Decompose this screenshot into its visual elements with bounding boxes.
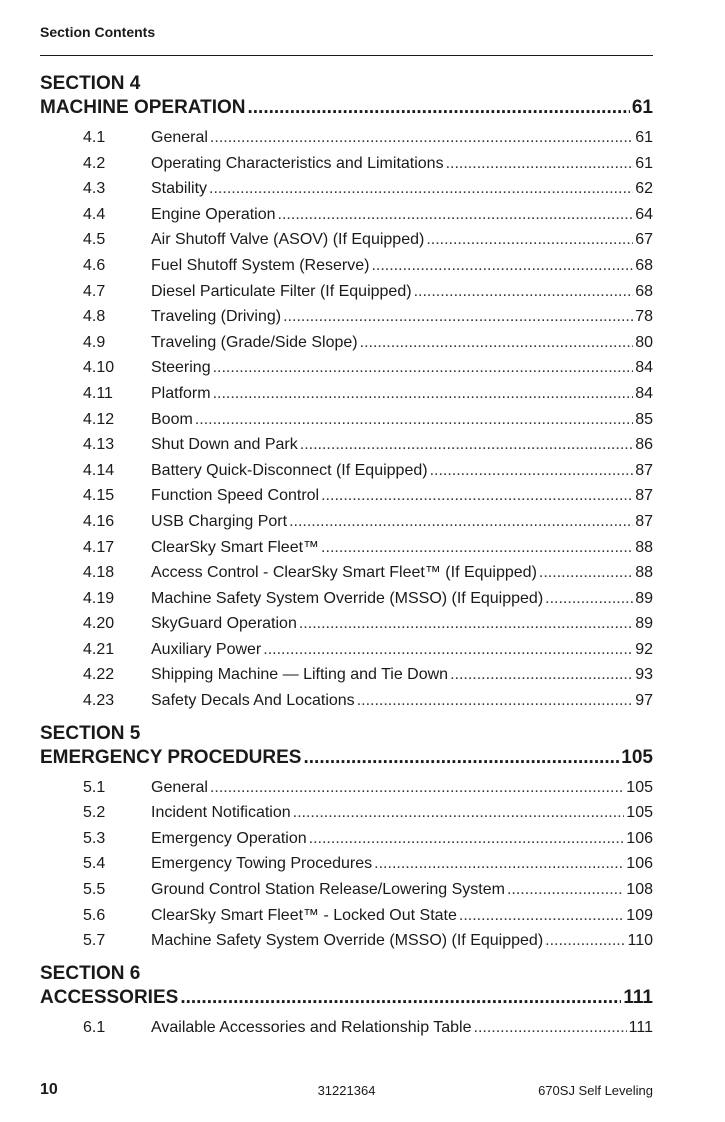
entry-title: Platform [151, 384, 211, 402]
entry-number: 4.7 [83, 282, 106, 300]
entry-title: ClearSky Smart Fleet™ [151, 538, 320, 556]
entry-number: 4.9 [83, 333, 106, 351]
entry-title: Diesel Particulate Filter (If Equipped) [151, 282, 412, 300]
entry-number: 4.8 [83, 308, 106, 326]
dot-leader [213, 355, 634, 381]
entry-title: Emergency Towing Procedures [151, 855, 373, 873]
dot-leader [446, 151, 634, 177]
entry-title: Stability [151, 180, 208, 198]
dot-leader [357, 688, 634, 714]
toc-entry[interactable] [40, 1015, 653, 1041]
dot-leader [374, 851, 624, 877]
toc-section [40, 722, 653, 954]
entry-page: 106 [626, 829, 653, 847]
entry-page: 108 [626, 881, 653, 899]
section-page: 105 [621, 746, 653, 768]
toc-entry[interactable] [40, 637, 653, 663]
entry-page: 89 [635, 589, 653, 607]
entry-page: 85 [635, 410, 653, 428]
entry-page: 111 [628, 1018, 653, 1036]
entry-page: 105 [626, 778, 653, 796]
dot-leader [430, 458, 634, 484]
dot-leader [360, 330, 634, 356]
footer-model-name: 670SJ Self Leveling [538, 1083, 653, 1098]
toc-entry[interactable] [40, 458, 653, 484]
dot-leader [309, 826, 625, 852]
section-title-row[interactable] [40, 986, 653, 1010]
entry-title: Shut Down and Park [151, 436, 298, 454]
dot-leader [545, 586, 633, 612]
entry-page: 61 [635, 154, 653, 172]
section-page: 61 [631, 97, 653, 118]
entry-number: 4.4 [83, 205, 106, 223]
entry-number: 4.14 [83, 461, 115, 479]
entry-number: 4.6 [83, 256, 106, 274]
toc-entry[interactable] [40, 688, 653, 714]
toc-entry[interactable] [40, 253, 653, 279]
dot-leader [507, 877, 624, 903]
entry-title: Access Control - ClearSky Smart Fleet™ (If Equipped) [151, 564, 537, 582]
toc-entry[interactable] [40, 202, 653, 228]
dot-leader [321, 535, 633, 561]
dot-leader [371, 253, 633, 279]
toc-entry[interactable] [40, 151, 653, 177]
dot-leader [278, 202, 634, 228]
dot-leader [293, 800, 625, 826]
entry-page: 93 [635, 666, 653, 684]
section-title-row[interactable] [40, 96, 653, 120]
entry-page: 64 [635, 205, 653, 223]
dot-leader [414, 279, 634, 305]
entry-number: 4.1 [83, 129, 106, 146]
toc-entry[interactable] [40, 586, 653, 612]
toc-entry[interactable] [40, 355, 653, 381]
entry-page: 84 [635, 384, 653, 402]
entry-page: 92 [635, 640, 653, 658]
entry-title: Steering [151, 359, 211, 377]
dot-leader [321, 483, 633, 509]
toc-entry[interactable] [40, 227, 653, 253]
toc-section [40, 72, 653, 714]
dot-leader [545, 928, 625, 954]
dot-leader [300, 432, 633, 458]
toc-entry[interactable] [40, 304, 653, 330]
toc-entry[interactable] [40, 407, 653, 433]
entry-number: 4.21 [83, 640, 115, 658]
entry-title: Boom [151, 410, 193, 428]
dot-leader [209, 176, 633, 202]
dot-leader [539, 560, 633, 586]
entry-title: Safety Decals And Locations [151, 692, 355, 710]
entry-number: 4.2 [83, 154, 106, 172]
toc-entry[interactable] [40, 662, 653, 688]
footer-page-number: 10 [40, 1081, 58, 1098]
toc-entry[interactable] [40, 432, 653, 458]
dot-leader [247, 96, 629, 120]
dot-leader [213, 381, 634, 407]
toc-entry[interactable] [40, 560, 653, 586]
entry-number: 4.13 [83, 436, 115, 454]
entry-number: 5.1 [83, 778, 106, 796]
toc-entry[interactable] [40, 775, 653, 801]
toc-entry[interactable] [40, 176, 653, 202]
entry-page: 87 [635, 512, 653, 530]
toc-entry[interactable] [40, 483, 653, 509]
entry-number: 4.18 [83, 564, 115, 582]
entry-title: USB Charging Port [151, 512, 288, 530]
entry-number: 6.1 [83, 1018, 106, 1036]
entry-page: 109 [626, 906, 653, 924]
header-rule [40, 55, 653, 56]
dot-leader [283, 304, 633, 330]
section-title: MACHINE OPERATION [40, 97, 246, 118]
toc-entry[interactable] [40, 877, 653, 903]
page-footer [40, 1080, 653, 1102]
entry-number: 5.5 [83, 881, 106, 899]
toc-entry[interactable] [40, 509, 653, 535]
toc-entry[interactable] [40, 535, 653, 561]
dot-leader [426, 227, 633, 253]
entry-page: 68 [635, 256, 653, 274]
section-number: SECTION 4 [40, 73, 141, 94]
dot-leader [474, 1015, 627, 1041]
entry-number: 4.15 [83, 487, 115, 505]
toc-entry[interactable] [40, 381, 653, 407]
entry-title: ClearSky Smart Fleet™ - Locked Out State [151, 906, 457, 924]
entry-number: 4.16 [83, 512, 115, 530]
entry-number: 4.17 [83, 538, 115, 556]
toc-entry[interactable] [40, 611, 653, 637]
dot-leader [210, 125, 633, 151]
toc-entry[interactable] [40, 928, 653, 954]
entry-number: 5.7 [83, 932, 106, 950]
entry-page: 88 [635, 564, 653, 582]
entry-page: 86 [635, 436, 653, 454]
toc-entry[interactable] [40, 800, 653, 826]
toc-entry[interactable] [40, 125, 653, 151]
footer-doc-number: 31221364 [317, 1083, 376, 1098]
entry-page: 67 [635, 231, 653, 249]
entry-page: 61 [635, 129, 653, 146]
entry-number: 5.3 [83, 829, 106, 847]
entry-number: 4.19 [83, 589, 115, 607]
dot-leader [210, 775, 624, 801]
section-number: SECTION 6 [40, 962, 141, 984]
toc-entry[interactable] [40, 826, 653, 852]
dot-leader [263, 637, 633, 663]
entry-title: Function Speed Control [151, 487, 320, 505]
entry-title: Incident Notification [151, 804, 291, 822]
entry-title: General [151, 778, 208, 796]
entry-number: 4.12 [83, 410, 115, 428]
toc-entry[interactable] [40, 903, 653, 929]
table-of-contents [40, 72, 653, 1048]
entry-number: 4.22 [83, 666, 115, 684]
entry-page: 110 [627, 932, 653, 950]
entry-title: Fuel Shutoff System (Reserve) [151, 256, 370, 274]
entry-number: 4.23 [83, 692, 115, 710]
entry-page: 89 [635, 615, 653, 633]
entry-number: 5.4 [83, 855, 106, 873]
entry-title: Ground Control Station Release/Lowering System [151, 881, 505, 899]
entry-title: Auxiliary Power [151, 640, 262, 658]
entry-title: Available Accessories and Relationship Table [151, 1018, 472, 1036]
entry-page: 106 [626, 855, 653, 873]
entry-page: 105 [626, 804, 653, 822]
dot-leader [450, 662, 633, 688]
dot-leader [289, 509, 633, 535]
entry-number: 5.6 [83, 906, 106, 924]
entry-title: Emergency Operation [151, 829, 307, 847]
entry-page: 87 [635, 461, 653, 479]
dot-leader [299, 611, 633, 637]
section-title-row[interactable] [40, 746, 653, 770]
entry-number: 4.10 [83, 359, 115, 377]
toc-entry[interactable] [40, 330, 653, 356]
entry-title: Machine Safety System Override (MSSO) (If Equipped) [151, 932, 544, 950]
dot-leader [303, 746, 619, 770]
dot-leader [459, 903, 624, 929]
entry-number: 4.5 [83, 231, 106, 249]
entry-page: 84 [635, 359, 653, 377]
entry-title: General [151, 129, 208, 146]
entry-title: Air Shutoff Valve (ASOV) (If Equipped) [151, 231, 425, 249]
entry-page: 97 [635, 692, 653, 710]
dot-leader [195, 407, 633, 433]
entry-title: SkyGuard Operation [151, 615, 297, 633]
toc-entry[interactable] [40, 851, 653, 877]
entry-title: Traveling (Grade/Side Slope) [151, 333, 358, 351]
entry-number: 5.2 [83, 804, 106, 822]
entry-page: 88 [635, 538, 653, 556]
section-title: ACCESSORIES [40, 986, 179, 1008]
toc-entry[interactable] [40, 279, 653, 305]
page-header-title: Section Contents [40, 24, 156, 40]
entry-title: Engine Operation [151, 205, 276, 223]
section-title: EMERGENCY PROCEDURES [40, 746, 302, 768]
entry-title: Shipping Machine — Lifting and Tie Down [151, 666, 449, 684]
entry-page: 78 [635, 308, 653, 326]
entry-page: 62 [635, 180, 653, 198]
entry-number: 4.20 [83, 615, 115, 633]
entry-number: 4.11 [83, 384, 113, 402]
entry-title: Traveling (Driving) [151, 308, 282, 326]
entry-number: 4.3 [83, 180, 106, 198]
entry-page: 68 [635, 282, 653, 300]
dot-leader [180, 986, 621, 1010]
entry-title: Operating Characteristics and Limitations [151, 154, 444, 172]
entry-page: 87 [635, 487, 653, 505]
section-page: 111 [623, 986, 653, 1008]
entry-title: Battery Quick-Disconnect (If Equipped) [151, 461, 428, 479]
entry-title: Machine Safety System Override (MSSO) (If Equipped) [151, 589, 544, 607]
toc-section [40, 962, 653, 1041]
entry-page: 80 [635, 333, 653, 351]
section-number: SECTION 5 [40, 722, 141, 744]
